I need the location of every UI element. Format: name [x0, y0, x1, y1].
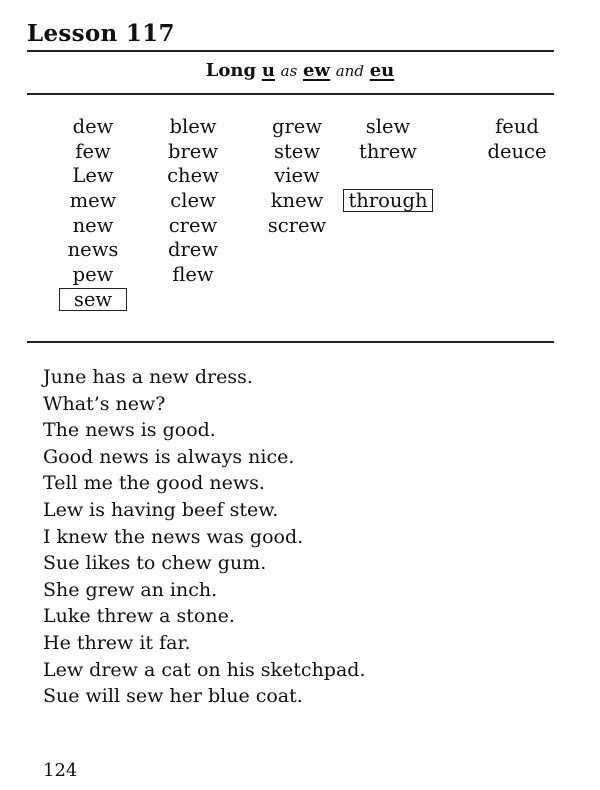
word-cell	[138, 263, 248, 288]
word-cell	[242, 214, 352, 239]
subtitle-rule	[27, 93, 554, 95]
word-cell	[38, 140, 148, 165]
sentence: I knew the news was good.	[43, 525, 304, 548]
word-cell	[38, 115, 148, 140]
word: stew	[273, 139, 321, 163]
sentence: The news is good.	[43, 419, 216, 442]
subtitle-and: and	[335, 62, 364, 80]
word-cell	[333, 140, 443, 165]
word: flew	[172, 263, 214, 287]
word-cell	[38, 214, 148, 239]
sentence: June has a new dress.	[43, 366, 253, 388]
word: feud	[495, 115, 539, 138]
subtitle-eu: eu	[369, 60, 395, 81]
word-cell	[333, 189, 443, 214]
word: pew	[72, 263, 114, 287]
subtitle-u: u	[261, 60, 275, 81]
sentence: What’s new?	[43, 392, 166, 415]
word: clew	[170, 189, 216, 213]
word: new	[72, 213, 114, 237]
word-cell	[38, 189, 148, 214]
word-cell	[138, 189, 248, 214]
word: grew	[271, 115, 323, 138]
word: view	[274, 164, 320, 188]
word-column	[38, 115, 148, 313]
word: threw	[359, 139, 417, 163]
word-cell	[138, 164, 248, 189]
sentence: Good news is always nice.	[43, 445, 295, 468]
word-cell	[138, 115, 248, 140]
word-cell	[38, 288, 148, 313]
word-cell	[38, 238, 148, 263]
word-cell	[138, 214, 248, 239]
word-cell	[462, 115, 572, 140]
top-rule	[27, 50, 554, 52]
sentence: Sue will sew her blue coat.	[43, 685, 303, 708]
boxed-word: through	[343, 189, 432, 212]
word: mew	[69, 189, 117, 213]
subtitle-ew: ew	[303, 60, 330, 81]
word-cell	[462, 140, 572, 165]
word: slew	[365, 115, 411, 138]
word-cell	[333, 164, 443, 189]
subtitle-long: Long	[205, 60, 257, 81]
word: drew	[167, 238, 219, 262]
word-column	[333, 115, 443, 214]
word: blew	[169, 115, 217, 138]
word-column	[462, 115, 572, 164]
sentence: Tell me the good news.	[43, 472, 265, 495]
sentences-rule	[27, 341, 554, 343]
word: Lew	[72, 164, 114, 188]
lesson-title: Lesson 117	[27, 20, 175, 47]
word-cell	[138, 140, 248, 165]
sentence: Lew is having beef stew.	[43, 498, 279, 521]
word: few	[75, 139, 111, 163]
word: knew	[270, 189, 324, 213]
word: news	[67, 238, 119, 262]
word-cell	[38, 164, 148, 189]
lesson-subtitle	[0, 60, 600, 81]
word-cell	[333, 115, 443, 140]
sentence: He threw it far.	[43, 631, 191, 654]
sentence: Luke threw a stone.	[43, 605, 235, 628]
word: chew	[167, 164, 219, 188]
sentence: Lew drew a cat on his sketchpad.	[43, 658, 366, 681]
subtitle-as: as	[280, 62, 298, 80]
word-column	[138, 115, 248, 288]
word-cell	[138, 238, 248, 263]
sentence: She grew an inch.	[43, 578, 218, 601]
word: crew	[168, 213, 218, 237]
word: brew	[167, 139, 219, 163]
sentence: Sue likes to chew gum.	[43, 552, 267, 575]
word-cell	[38, 263, 148, 288]
word: dew	[72, 115, 114, 138]
boxed-word: sew	[59, 288, 127, 311]
sentence-list	[43, 364, 366, 710]
word: deuce	[487, 139, 547, 163]
page-number: 124	[43, 760, 78, 781]
word: screw	[267, 213, 327, 237]
